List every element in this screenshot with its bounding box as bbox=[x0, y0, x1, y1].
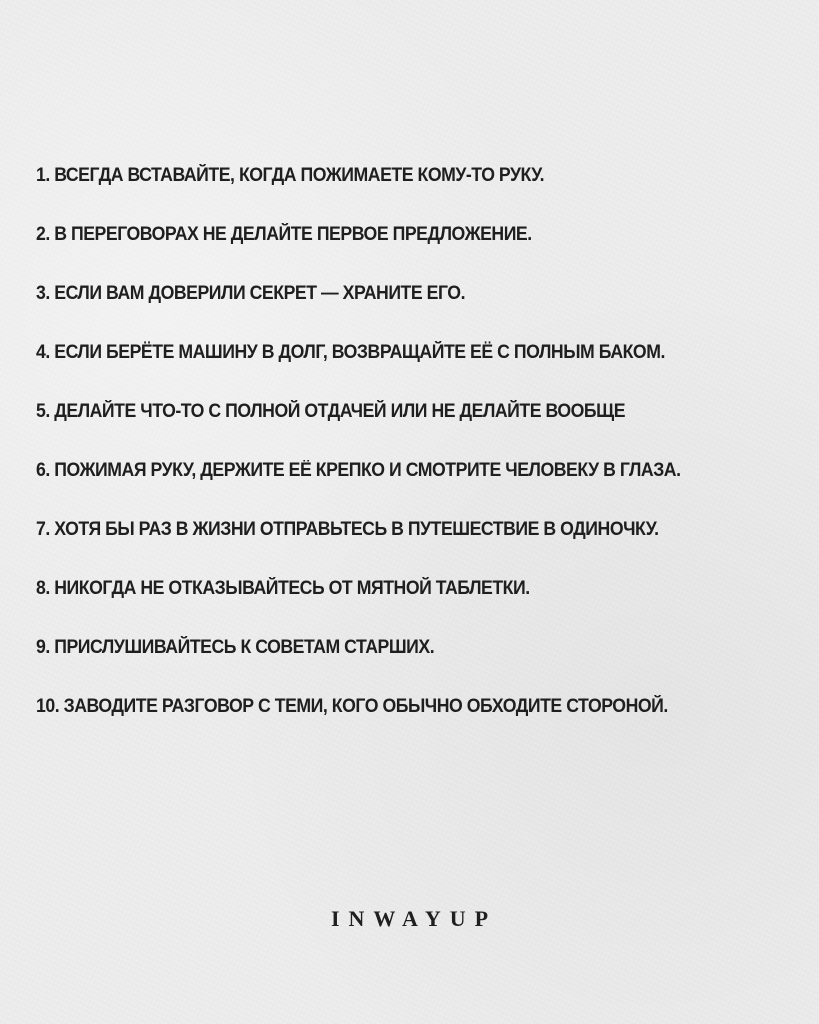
rule-item-10: 10. ЗАВОДИТЕ РАЗГОВОР С ТЕМИ, КОГО ОБЫЧНО ОБХОДИТЕ СТОРОНОЙ. bbox=[36, 696, 668, 717]
rule-item-9: 9. ПРИСЛУШИВАЙТЕСЬ К СОВЕТАМ СТАРШИХ. bbox=[36, 637, 435, 658]
rule-item-3: 3. ЕСЛИ ВАМ ДОВЕРИЛИ СЕКРЕТ — ХРАНИТЕ ЕГО. bbox=[36, 283, 466, 304]
rule-item-1: 1. ВСЕГДА ВСТАВАЙТЕ, КОГДА ПОЖИМАЕТЕ КОМУ-ТО РУКУ. bbox=[36, 165, 545, 186]
rule-item-8: 8. НИКОГДА НЕ ОТКАЗЫВАЙТЕСЬ ОТ МЯТНОЙ ТАБЛЕТКИ. bbox=[36, 578, 530, 599]
rule-item-2: 2. В ПЕРЕГОВОРАХ НЕ ДЕЛАЙТЕ ПЕРВОЕ ПРЕДЛОЖЕНИЕ. bbox=[36, 224, 532, 245]
brand-signature: INWAYUP bbox=[330, 906, 498, 931]
rules-list bbox=[36, 160, 796, 750]
rule-item-6: 6. ПОЖИМАЯ РУКУ, ДЕРЖИТЕ ЕЁ КРЕПКО И СМОТРИТЕ ЧЕЛОВЕКУ В ГЛАЗА. bbox=[36, 460, 681, 481]
rule-item-4: 4. ЕСЛИ БЕРЁТЕ МАШИНУ В ДОЛГ, ВОЗВРАЩАЙТЕ ЕЁ С ПОЛНЫМ БАКОМ. bbox=[36, 342, 665, 363]
rule-item-7: 7. ХОТЯ БЫ РАЗ В ЖИЗНИ ОТПРАВЬТЕСЬ В ПУТЕШЕСТВИЕ В ОДИНОЧКУ. bbox=[36, 519, 659, 540]
rule-item-5: 5. ДЕЛАЙТЕ ЧТО-ТО С ПОЛНОЙ ОТДАЧЕЙ ИЛИ НЕ ДЕЛАЙТЕ ВООБЩЕ bbox=[36, 401, 626, 422]
